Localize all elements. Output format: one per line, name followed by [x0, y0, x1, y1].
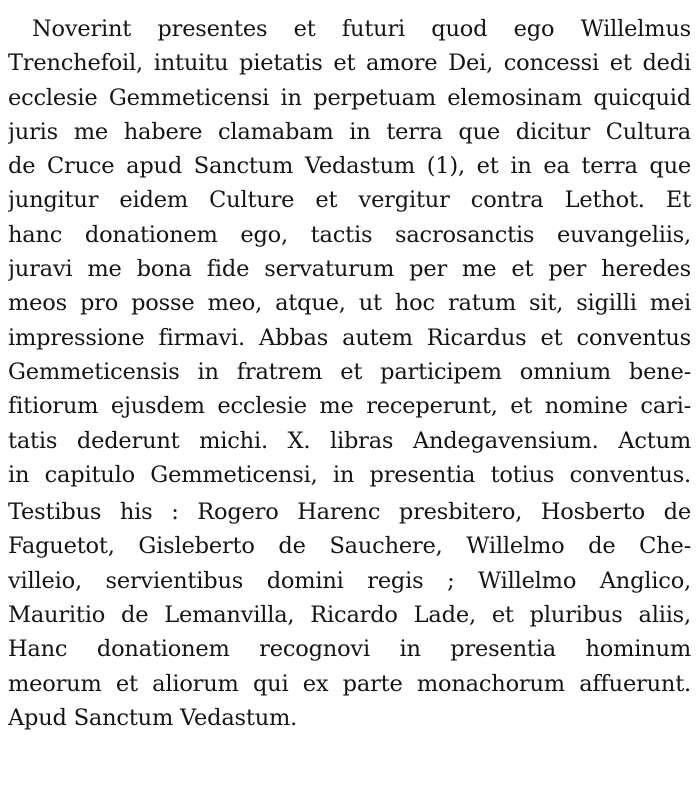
text-line: jungitur eidem Culture et vergitur contra Lethot. Et — [8, 187, 691, 214]
charter-paragraph — [8, 12, 691, 492]
text-line: meorum et aliorum qui ex parte monachorum affuerunt. — [8, 670, 691, 697]
text-line: Hanc donationem recognovi in presentia hominum — [8, 636, 691, 663]
text-line: Gemmeticensis in fratrem et participem omnium bene- — [8, 358, 691, 385]
text-line: meos pro posse meo, atque, ut hoc ratum sit, sigilli mei — [8, 290, 691, 317]
text-line: Noverint presentes et futuri quod ego Willelmus — [32, 16, 691, 42]
text-line: Mauritio de Lemanvilla, Ricardo Lade, et pluribus aliis, — [8, 602, 691, 629]
text-line: in capitulo Gemmeticensi, in presentia totius conventus. — [8, 461, 691, 488]
text-line: de Cruce apud Sanctum Vedastum (1), et in ea terra que — [8, 153, 691, 180]
text-line: juravi me bona fide servaturum per me et per heredes — [8, 256, 691, 283]
text-line: Testibus his : Rogero Harenc presbitero, Hosberto de — [8, 499, 691, 526]
text-line: juris me habere clamabam in terra que dicitur Cultura — [8, 118, 691, 145]
text-line: hanc donationem ego, tactis sacrosanctis euvangeliis, — [8, 221, 691, 248]
text-line: Trenchefoil, intuitu pietatis et amore Dei, concessi et dedi — [8, 50, 691, 77]
text-line: Faguetot, Gisleberto de Sauchere, Willelmo de Che- — [8, 533, 691, 560]
text-line: Apud Sanctum Vedastum. — [8, 704, 298, 731]
text-line: villeio, servientibus domini regis ; Willelmo Anglico, — [8, 567, 691, 594]
text-line: ecclesie Gemmeticensi in perpetuam elemosinam quicquid — [8, 84, 691, 111]
text-line: tatis dederunt michi. X. libras Andegavensium. Actum — [8, 427, 691, 454]
text-line: fitiorum ejusdem ecclesie me receperunt, et nomine cari- — [8, 393, 691, 420]
witnesses-paragraph — [8, 495, 691, 735]
text-line: impressione firmavi. Abbas autem Ricardus et conventus — [8, 324, 691, 351]
